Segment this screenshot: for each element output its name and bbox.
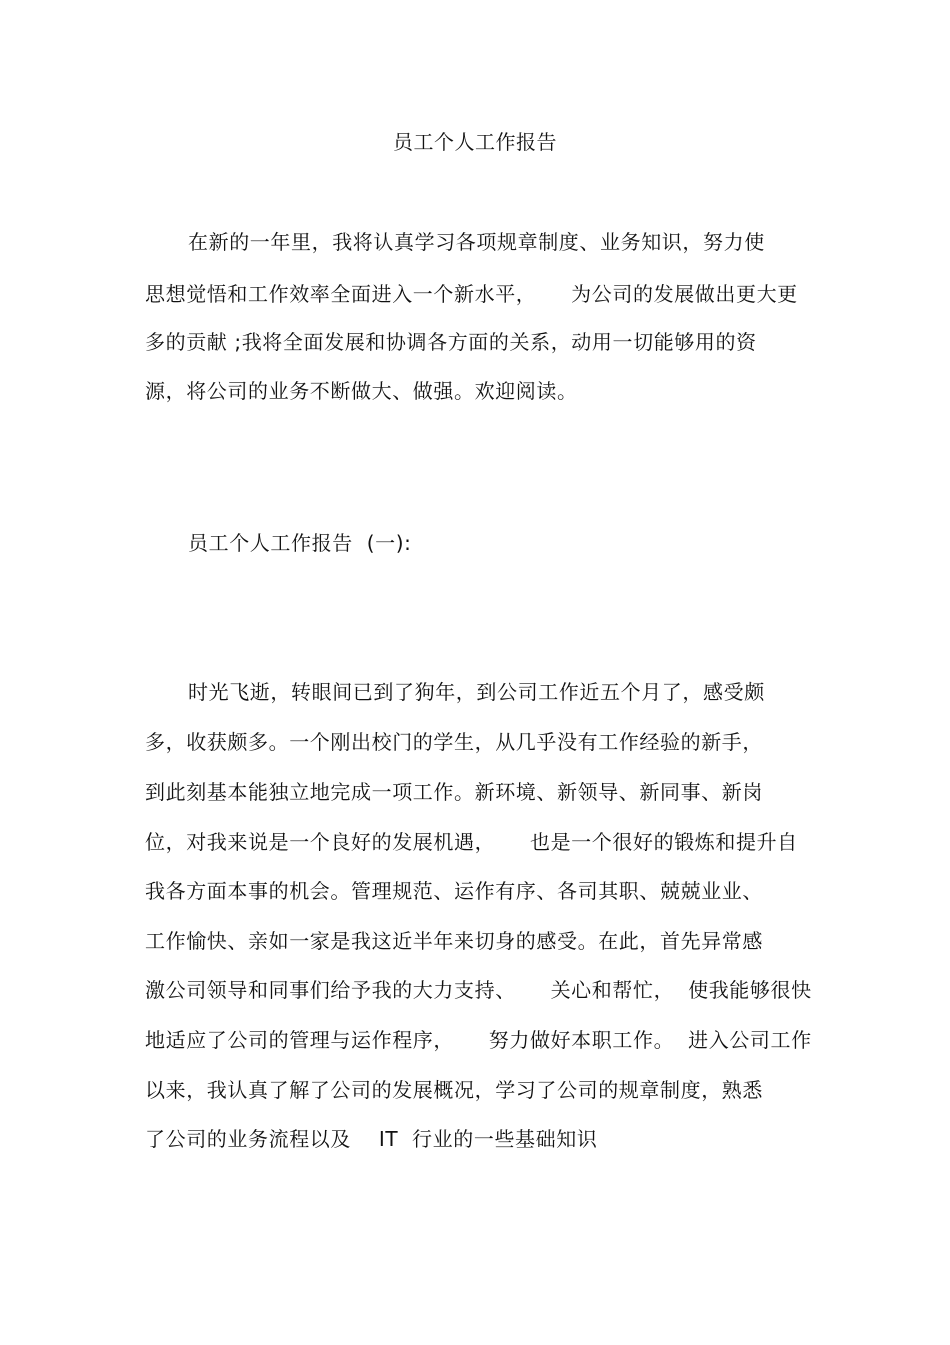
section-heading: 员工个人工作报告 (一): [188, 531, 412, 555]
intro-line: 在新的一年里，我将认真学习各项规章制度、业务知识，努力使 [188, 230, 765, 254]
body-line: 多，收获颇多。一个刚出校门的学生，从几乎没有工作经验的新手， [145, 730, 763, 754]
body-line: 时光飞逝，转眼间已到了狗年，到公司工作近五个月了，感受颇 [188, 680, 765, 704]
intro-line: 思想觉悟和工作效率全面进入一个新水平， 为公司的发展做出更大更 [145, 282, 798, 306]
body-line: 了公司的业务流程以及 IT 行业的一些基础知识 [145, 1127, 598, 1151]
body-line: 激公司领导和同事们给予我的大力支持、 关心和帮忙， 使我能够很快 [145, 978, 812, 1002]
body-line: 位，对我来说是一个良好的发展机遇， 也是一个很好的锻炼和提升自 [145, 830, 798, 854]
body-line: 以来，我认真了解了公司的发展概况，学习了公司的规章制度，熟悉 [145, 1078, 763, 1102]
intro-line: 源，将公司的业务不断做大、做强。欢迎阅读。 [145, 379, 578, 403]
body-line: 我各方面本事的机会。管理规范、运作有序、各司其职、兢兢业业、 [145, 879, 763, 903]
body-line: 到此刻基本能独立地完成一项工作。新环境、新领导、新同事、新岗 [145, 780, 763, 804]
body-line: 地适应了公司的管理与运作程序， 努力做好本职工作。 进入公司工作 [145, 1028, 812, 1052]
document-title: 员工个人工作报告 [393, 130, 557, 154]
intro-line: 多的贡献 ;我将全面发展和协调各方面的关系，动用一切能够用的资 [145, 330, 757, 354]
body-line: 工作愉快、亲如一家是我这近半年来切身的感受。在此，首先异常感 [145, 929, 763, 953]
